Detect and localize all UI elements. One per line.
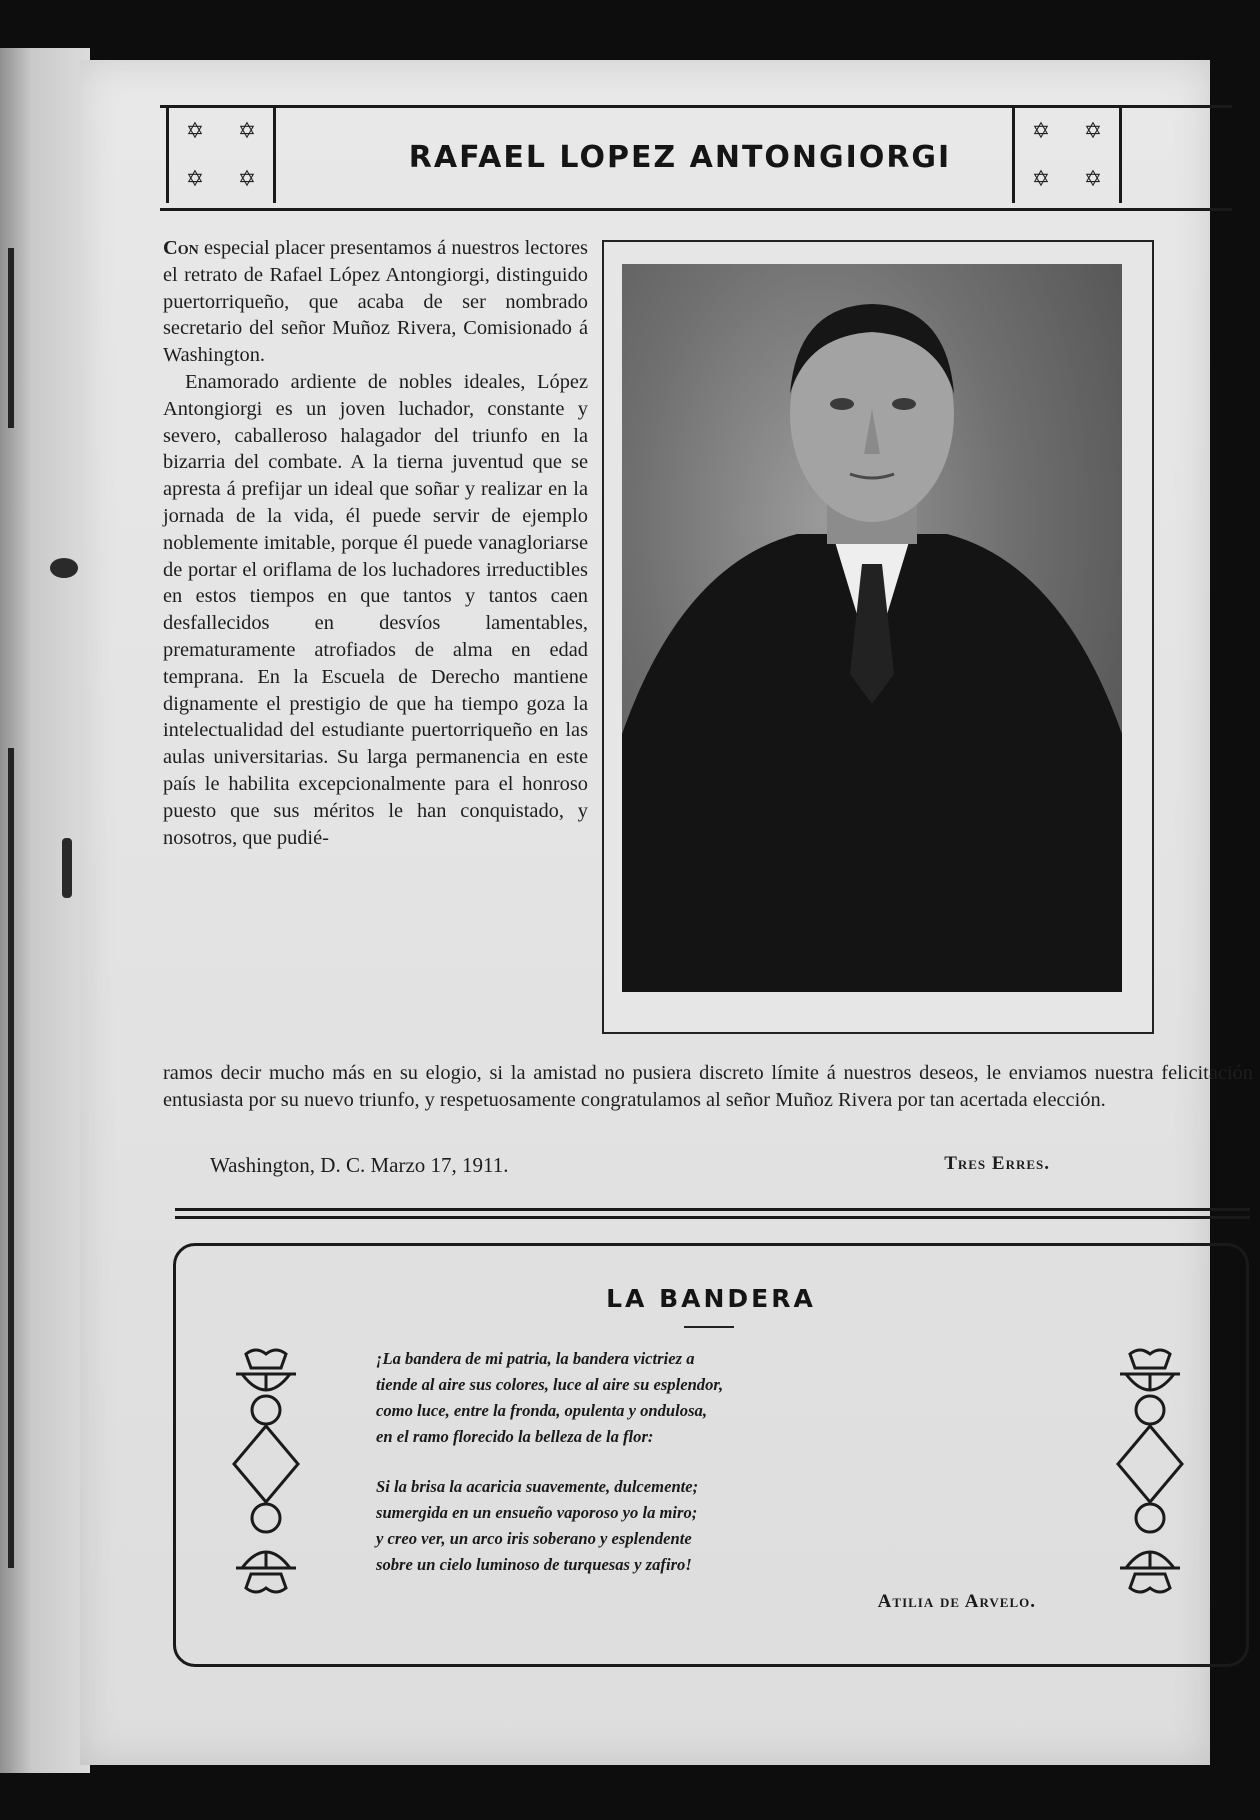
ornament-left-icon (226, 1346, 306, 1596)
left-page-edge (0, 48, 90, 1773)
portrait-photo (622, 264, 1122, 992)
article-paragraph: Con especial placer presentamos á nuestros lectores el retrato de Rafael López Antongiorgi, distinguido puertorriqueño, que acaba de ser nombrado secretario del señor Muñoz Rivera, Comisionado á Washington. (163, 237, 588, 367)
article-column (163, 235, 588, 851)
poem-line: y creo ver, un arco iris soberano y esplendente (376, 1529, 692, 1548)
dateline: Washington, D. C. Marzo 17, 1911. (210, 1153, 509, 1177)
poem-title: LA BANDERA (606, 1284, 816, 1313)
poem-box (173, 1243, 1249, 1667)
poem-line: en el ramo florecido la belleza de la flor: (376, 1427, 654, 1446)
poem-line: ¡La bandera de mi patria, la bandera victriez a (376, 1349, 695, 1368)
left-page-rule (8, 248, 14, 428)
poem-line: Si la brisa la acaricia suavemente, dulcemente; (376, 1477, 699, 1496)
star-icon: ✡ (185, 166, 205, 191)
magazine-page (80, 60, 1253, 1765)
poem-author: Atilia de Arvelo. (877, 1591, 1036, 1612)
poem-stanza (376, 1346, 1046, 1450)
star-icon: ✡ (237, 166, 257, 191)
header-star-box-left (166, 107, 276, 203)
star-icon: ✡ (237, 118, 257, 143)
star-icon: ✡ (1083, 166, 1103, 191)
drop-cap: Con (163, 237, 199, 259)
ink-blot (50, 558, 78, 578)
poem-line: sobre un cielo luminoso de turquesas y zafiro! (376, 1555, 692, 1574)
star-icon: ✡ (1031, 118, 1051, 143)
section-divider (175, 1208, 1250, 1211)
portrait-figure (622, 264, 1122, 992)
poem-stanza (376, 1474, 1046, 1578)
section-divider (175, 1216, 1250, 1219)
article-paragraph: Enamorado ardiente de nobles ideales, López Antongiorgi es un joven luchador, constante y severo, caballeroso halagador del triunfo en la bizarria del combate. A la tierna juventud que se apresta á prefijar un ideal que soñar y realizar en la jornada de la vida, él puede servir de ejemplo noblemente imitable, porque él puede vanagloriarse de portar el oriflama de los luchadores irreductibles en estos tiempos en que tantos y tantos caen desfallecidos en desvíos lamentables, prematuramente atrofiados de alma en edad temprana. En la Escuela de Derecho mantiene dignamente el prestigio de que ha tiempo goza la intelectualidad del estudiante puertorriqueño en las aulas universitarias. Su larga permanencia en este país le habilita excepcionalmente para el honroso puesto que sus méritos le han conquistado, y nosotros, que pudié- (163, 370, 588, 849)
poem-title-rule (684, 1326, 734, 1328)
article-title: RAFAEL LOPEZ ANTONGIORGI (408, 140, 952, 175)
portrait-frame (602, 240, 1154, 1034)
header-star-box-right (1012, 107, 1122, 203)
star-icon: ✡ (1083, 118, 1103, 143)
article-signature: Tres Erres. (944, 1153, 1050, 1174)
article-continuation: ramos decir mucho más en su elogio, si la amistad no pusiera discreto límite á nuestros deseos, le enviamos nuestra felicitación entusiasta por su nuevo triunfo, y respetuosamente congratulamos al señor Muñoz Rivera por tan acertada elección. (163, 1062, 1253, 1111)
poem-line: sumergida en un ensueño vaporoso yo la miro; (376, 1503, 698, 1522)
left-page-rule (8, 748, 14, 1568)
poem-line: tiende al aire sus colores, luce al aire su esplendor, (376, 1375, 724, 1394)
ink-blot (62, 838, 72, 898)
poem-line: como luce, entre la fronda, opulenta y ondulosa, (376, 1401, 707, 1420)
header-bottom-rule (160, 208, 1232, 211)
ornament-right-icon (1110, 1346, 1190, 1596)
star-icon: ✡ (1031, 166, 1051, 191)
star-icon: ✡ (185, 118, 205, 143)
